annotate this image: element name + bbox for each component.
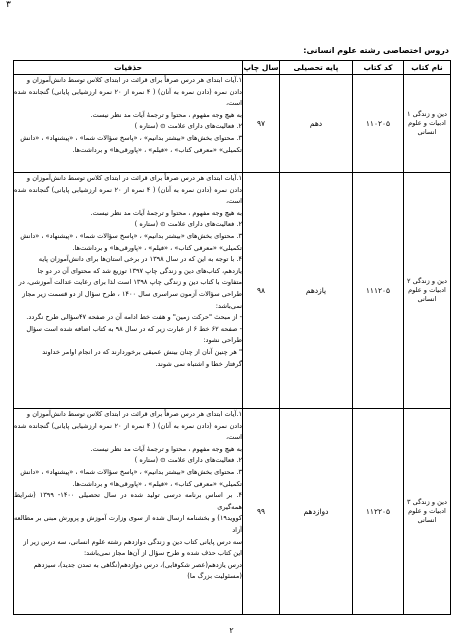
deletion-line: یازدهم، کتاب‌های دین و زندگی چاپ ۱۳۹۷ توزیع شد که محتوای آن در دو جا: [37, 266, 242, 275]
deletion-line: - صفحه ۶۲ خط ۶ از عبارت زیر که در سال ۹۸ به کتاب اضافه شده است سؤال: [26, 324, 242, 333]
deletion-line: ۳. محتوای بخش‌های «بیشتر بدانیم» ، «پاسخ سؤالات شما» ، «پیشنهاد» ، «دانش: [20, 231, 242, 240]
deletion-line: درس یازدهم(عصر شکوفایی)، درس دوازدهم(نگاهی به تمدن جدید)، سیزدهم: [33, 560, 242, 569]
book-code-cell: ۱۱۰۲۰۵: [353, 75, 404, 173]
course-name-cell: دین و زندگی ۱ ادبیات و علوم انسانی: [404, 75, 451, 173]
deletion-line: ۴. با توجه به این که در سال ۱۳۹۸ در برخی استان‌ها برای دانش‌آموزان پایه: [38, 255, 242, 264]
deletion-line: سه درس پایانی کتاب دین و زندگی دوازدهم رشته علوم انسانی، سه درس زیر از: [23, 537, 242, 546]
table-row: [14, 409, 451, 615]
page-number: ۲: [229, 626, 234, 635]
table-row: [14, 75, 451, 173]
print-year-cell: ۹۸: [243, 173, 280, 409]
deletion-line: به هیچ وجه مفهوم ، محتوا و ترجمهٔ آیات مد نظر نیست.: [90, 208, 242, 217]
deletion-line: به هیچ وجه مفهوم ، محتوا و ترجمهٔ آیات مد نظر نیست.: [90, 110, 242, 119]
deletion-line: ۱.آیات ابتدای هر درس صرفاً برای قرائت در ابتدای کلاس توسط دانش‌آموزان و: [26, 174, 242, 182]
deletion-line: کووید۱۹) و بخشنامه ارسال شده از سوی وزارت آموزش و پرورش مبنی بر مطالعه آزاد: [14, 514, 242, 534]
header-course: نام کتاب: [404, 61, 451, 75]
deletion-line: نمی‌باشد:: [215, 301, 242, 310]
deletion-line: ۲. فعالیت‌های دارای علامت ⊙ (ستاره ): [134, 456, 242, 465]
page-corner-mark: ۳: [6, 0, 11, 10]
deletion-line: ۲. فعالیت‌های دارای علامت ⊙ (ستاره ): [134, 220, 242, 229]
deletion-line: ۲. فعالیت‌های دارای علامت ⊙ (ستاره ): [134, 122, 242, 131]
grade-level-cell: دهم: [280, 75, 353, 173]
deletions-cell: [14, 409, 243, 615]
book-code-cell: ۱۱۱۲۰۵: [353, 173, 404, 409]
deletion-line: ۱.آیات ابتدای هر درس صرفاً برای قرائت در ابتدای کلاس توسط دانش‌آموزان و: [26, 76, 242, 84]
deletion-line: دادن نمره (دادن نمره به آنان) ( ۴ نمره از ۲۰ نمره ارزشیابی پایانی) گنجانده شده است،: [14, 185, 242, 206]
deletions-cell: [14, 75, 243, 173]
header-deletions: حذفیات: [14, 61, 243, 75]
print-year-cell: ۹۷: [243, 75, 280, 173]
deletion-line: متفاوت با کتاب دین و زندگی چاپ ۱۳۹۸ است لذا برای رعایت عدالت آموزشی، در: [18, 278, 242, 287]
book-code-cell: ۱۱۲۲۰۵: [353, 409, 404, 615]
deletion-line: ۳. محتوای بخش‌های «بیشتر بدانیم» ، «پاسخ سؤالات شما» ، «پیشنهاد» ، «دانش: [20, 133, 242, 142]
table-row: [14, 173, 451, 409]
print-year-cell: ۹۹: [243, 409, 280, 615]
header-code: کد کتاب: [353, 61, 404, 75]
deletion-line: " هر چنین آنان از چنان بینش عمیقی برخوردارند که در انجام اوامر خداوند: [42, 347, 242, 356]
grade-level-cell: یازدهم: [280, 173, 353, 409]
deletion-line: (مسئولیت بزرگ ما): [187, 572, 242, 581]
grade-level-cell: دوازدهم: [280, 409, 353, 615]
deletion-line: ۱.آیات ابتدای هر درس صرفاً برای قرائت در ابتدای کلاس توسط دانش‌آموزان و: [26, 410, 242, 418]
deletion-line: دادن نمره (دادن نمره به آنان) ( ۴ نمره از ۲۰ نمره ارزشیابی پایانی) گنجانده شده است،: [14, 421, 242, 442]
section-title: دروس اختصاصی رشته علوم انسانی:: [303, 46, 449, 55]
deletion-line: این کتاب حذف شده و طرح سؤال از آن‌ها مجاز نمی‌باشد:: [83, 549, 242, 558]
deletion-line: تکمیلی» «معرفی کتاب» ، «فیلم» ، «پاورقی‌ها» و برداشت‌ها.: [72, 145, 242, 154]
deletion-line: طراحی نشود:: [203, 336, 242, 345]
deletion-line: به هیچ وجه مفهوم ، محتوا و ترجمهٔ آیات مد نظر نیست.: [90, 444, 242, 453]
deletion-line: ۳. محتوای بخش‌های «بیشتر بدانیم» ، «پاسخ سؤالات شما» ، «پیشنهاد» ، «دانش: [20, 467, 242, 476]
deletion-line: گرفتار خطا و اشتباه نمی شوند.: [155, 359, 242, 368]
course-name-cell: دین و زندگی ۲ ادبیات و علوم انسانی: [404, 173, 451, 409]
deletion-line: تکمیلی» «معرفی کتاب» ، «فیلم» ، «پاورقی‌ها» و برداشت‌ها.: [72, 243, 242, 252]
deletion-line: - از مبحث "حرکت زمین" و هفت خط ادامه آن در صفحه ۴۷سؤالی طرح نگردد.: [26, 313, 242, 322]
deletion-line: دادن نمره (دادن نمره به آنان) ( ۴ نمره از ۲۰ نمره ارزشیابی پایانی) گنجانده شده است،: [14, 87, 242, 108]
table-header-row: [14, 61, 451, 75]
deletion-line: طراحی سؤالات آزمون سراسری سال ۱۴۰۰ ، طرح سؤال از دو قسمت زیر مجاز: [22, 289, 242, 298]
header-year: سال چاپ: [243, 61, 280, 75]
deletion-line: تکمیلی» «معرفی کتاب» ، «فیلم» ، «پاورقی‌ها» و برداشت‌ها.: [72, 479, 242, 488]
deletions-table: [13, 60, 451, 615]
header-level: پایه تحصیلی: [280, 61, 353, 75]
deletions-cell: [14, 173, 243, 409]
course-name-cell: دین و زندگی ۳ ادبیات و علوم انسانی: [404, 409, 451, 615]
deletion-line: ۴. بر اساس برنامه درسی تولید شده در سال تحصیلی ۱۴۰۰- ۱۳۹۹ (شرایط همه‌گیری: [14, 491, 242, 511]
